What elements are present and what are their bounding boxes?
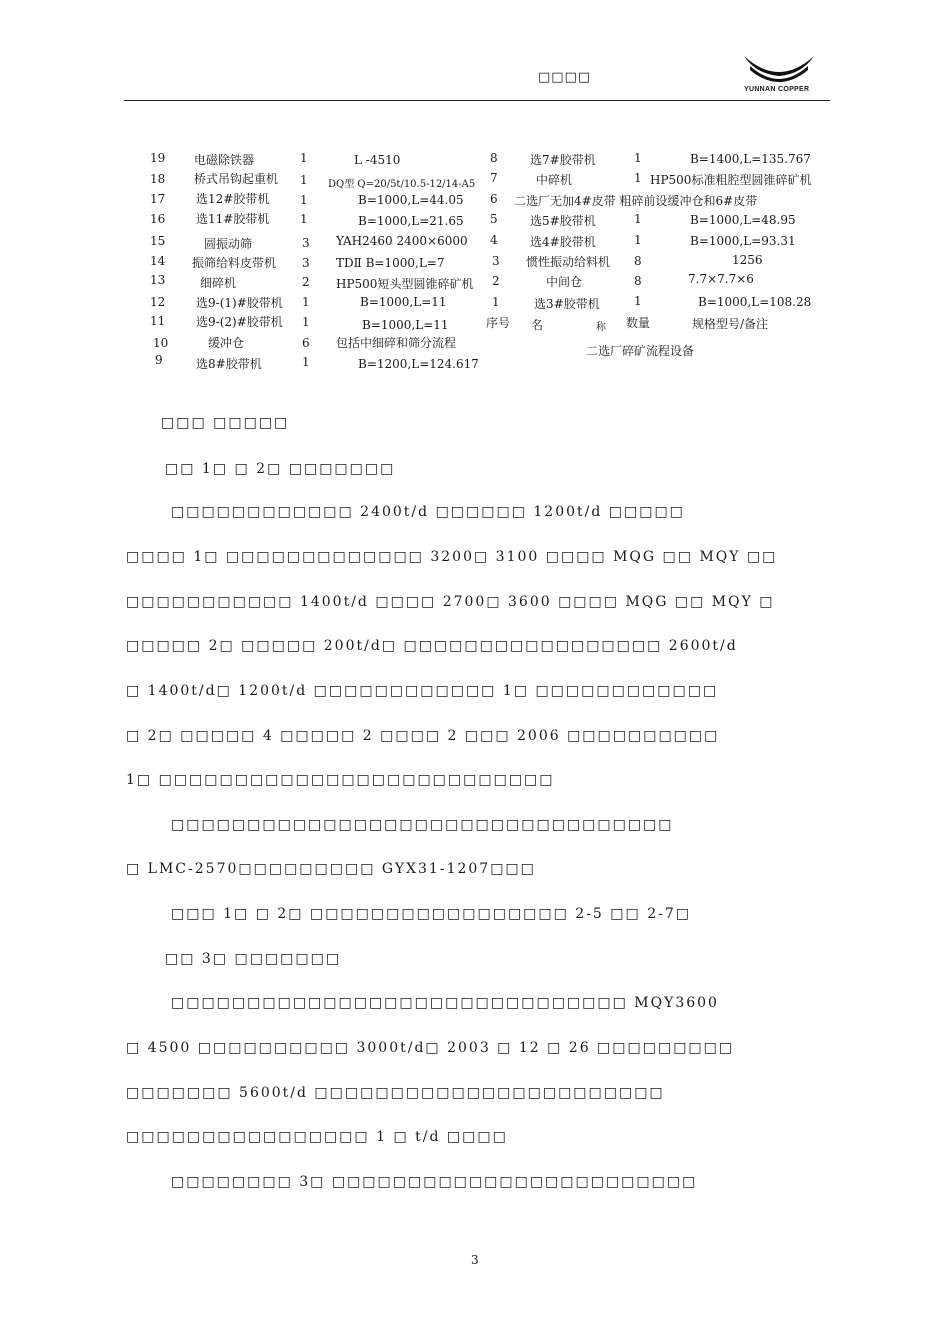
cell-qty: 1	[300, 212, 308, 226]
cell-name: 选12#胶带机	[196, 192, 270, 206]
cell-name: 惯性振动给料机	[526, 255, 611, 269]
cell-qty: 1	[634, 151, 642, 165]
cell-name: 选8#胶带机	[196, 357, 262, 371]
cell-no: 15	[150, 234, 166, 248]
header-rule	[124, 100, 830, 101]
body-line: □□□□□□□□□□□□ 2400t/d □□□□□□ 1200t/d □□□□□	[171, 504, 685, 520]
body-line: □□□□ 1□ □□□□□□□□□□□□□ 3200□ 3100 □□□□ MQG □□ MQY □□	[126, 549, 778, 565]
cell-no: 6	[490, 192, 498, 206]
cell-no: 1	[492, 295, 500, 309]
cell-no: 8	[490, 151, 498, 165]
cell-spec: L -4510	[354, 153, 401, 167]
cell-spec: TDⅡ B=1000,L=7	[336, 256, 445, 270]
cell-spec: YAH2460 2400×6000	[336, 234, 468, 248]
body-line: □□□□□□□ 5600t/d □□□□□□□□□□□□□□□□□□□□□□□	[126, 1085, 665, 1101]
cell-qty: 3	[302, 236, 310, 250]
cell-spec: 1256	[732, 253, 763, 267]
cell-name: 选9-(2)#胶带机	[196, 315, 283, 329]
cell-no: 4	[490, 233, 498, 247]
cell-qty: 8	[634, 254, 642, 268]
cell-name: 圆振动筛	[204, 237, 253, 251]
body-line: □□□ 1□ □ 2□ □□□□□□□□□□□□□□□□□ 2-5 □□ 2-7□	[171, 906, 691, 922]
cell-qty: 1	[300, 193, 308, 207]
cell-spec: B=1200,L=124.617	[358, 357, 479, 371]
cell-spec: B=1400,L=135.767	[690, 152, 811, 166]
cell-no: 2	[492, 274, 500, 288]
header-title: □□□□	[538, 70, 592, 85]
cell-qty: 1	[634, 233, 642, 247]
body-line: □ 1400t/d□ 1200t/d □□□□□□□□□□□□ 1□ □□□□□□□□□□□□	[126, 683, 719, 699]
cell-spec: B=1000,L=108.28	[698, 295, 812, 309]
cell-no: 11	[150, 314, 166, 328]
cell-no: 18	[150, 172, 166, 186]
cell-spec: DQ型 Q=20/5t/10.5-12/14-A5	[328, 179, 476, 190]
body-line: □ 2□ □□□□□ 4 □□□□□ 2 □□□□ 2 □□□ 2006 □□□□□□□□□□	[126, 728, 720, 744]
header-cell-name: 名	[531, 318, 544, 332]
cell-no: 12	[150, 295, 166, 309]
cell-name: 选9-(1)#胶带机	[196, 296, 283, 310]
cell-no: 9	[155, 353, 163, 367]
cell-no: 7	[490, 171, 498, 185]
cell-name: 选4#胶带机	[530, 235, 596, 249]
cell-qty: 1	[634, 212, 642, 226]
logo-text: YUNNAN COPPER	[744, 86, 810, 93]
header-cell-name-2: 称	[596, 322, 606, 333]
body-line: □ 4500 □□□□□□□□□□ 3000t/d□ 2003 □ 12 □ 26 □□□□□□□□□	[126, 1040, 735, 1056]
body-line: □□ 1□ □ 2□ □□□□□□□	[165, 461, 396, 477]
cell-no: 14	[150, 254, 166, 268]
cell-name: 选5#胶带机	[530, 214, 596, 228]
cell-no: 16	[150, 212, 166, 226]
cell-spec: B=1000,L=44.05	[358, 193, 464, 207]
cell-qty: 1	[302, 295, 310, 309]
cell-name: 振筛给料皮带机	[192, 256, 277, 270]
cell-spec: B=1000,L=11	[360, 295, 447, 309]
body-line: □□□□□□□□□□□□□□□□□□□□□□□□□□□□□□ MQY3600	[171, 995, 719, 1011]
cell-spec: HP500标准粗腔型圆锥碎矿机	[650, 173, 812, 187]
body-line: □□□□□ 2□ □□□□□ 200t/d□ □□□□□□□□□□□□□□□□□ 2600t/d	[126, 638, 738, 654]
cell-name: 二选厂无加4#皮带 粗碎前设缓冲仓和6#皮带	[514, 194, 758, 208]
cell-name: 中间仓	[546, 275, 583, 289]
cell-spec: HP500短头型圆锥碎矿机	[336, 277, 474, 291]
cell-qty: 1	[300, 173, 308, 187]
cell-name: 选11#胶带机	[196, 212, 270, 226]
cell-no: 13	[150, 273, 166, 287]
cell-no: 17	[150, 192, 166, 206]
body-line: □□□□□□□□□□□ 1400t/d □□□□ 2700□ 3600 □□□□ MQG □□ MQY □	[126, 594, 775, 610]
cell-qty: 2	[302, 275, 310, 289]
body-line: □□□□□□□□ 3□ □□□□□□□□□□□□□□□□□□□□□□□□	[171, 1174, 698, 1190]
cell-no: 10	[153, 336, 169, 350]
cell-name: 选3#胶带机	[534, 297, 600, 311]
cell-name: 桥式吊钩起重机	[194, 172, 279, 186]
cell-spec: B=1000,L=21.65	[358, 214, 464, 228]
cell-qty: 3	[302, 256, 310, 270]
cell-name: 中碎机	[536, 173, 573, 187]
cell-no: 5	[490, 212, 498, 226]
table-caption: 二选厂碎矿流程设备	[586, 344, 695, 358]
cell-spec: B=1000,L=48.95	[690, 213, 796, 227]
cell-name: 电磁除铁器	[194, 153, 255, 167]
body-line: □□ 3□ □□□□□□□	[165, 951, 342, 967]
body-line: □□□ □□□□□	[161, 415, 290, 431]
header-cell-no: 序号	[486, 316, 511, 330]
body-line: 1□ □□□□□□□□□□□□□□□□□□□□□□□□□□	[126, 772, 555, 788]
header-cell-qty: 数量	[626, 316, 651, 330]
cell-spec: B=1000,L=93.31	[690, 234, 796, 248]
page-number: 3	[471, 1253, 479, 1267]
cell-qty: 1	[302, 315, 310, 329]
body-line: □ LMC-2570□□□□□□□□□ GYX31-1207□□□	[126, 861, 536, 877]
body-line: □□□□□□□□□□□□□□□□□□□□□□□□□□□□□□□□□	[171, 817, 674, 833]
cell-qty: 1	[634, 171, 642, 185]
cell-spec: 7.7×7.7×6	[688, 272, 754, 286]
cell-qty: 1	[300, 151, 308, 165]
cell-no: 3	[492, 254, 500, 268]
cell-spec: B=1000,L=11	[362, 318, 449, 332]
header-cell-spec: 规格型号/备注	[692, 317, 769, 331]
cell-qty: 1	[302, 355, 310, 369]
cell-name: 缓冲仓	[208, 336, 245, 350]
cell-qty: 8	[634, 274, 642, 288]
cell-no: 19	[150, 151, 166, 165]
body-line: □□□□□□□□□□□□□□□□ 1 □ t/d □□□□	[126, 1129, 508, 1145]
cell-spec: 包括中细碎和筛分流程	[336, 336, 457, 350]
cell-qty: 1	[634, 294, 642, 308]
cell-name: 选7#胶带机	[530, 153, 596, 167]
cell-qty: 6	[302, 336, 310, 350]
cell-name: 细碎机	[200, 276, 237, 290]
